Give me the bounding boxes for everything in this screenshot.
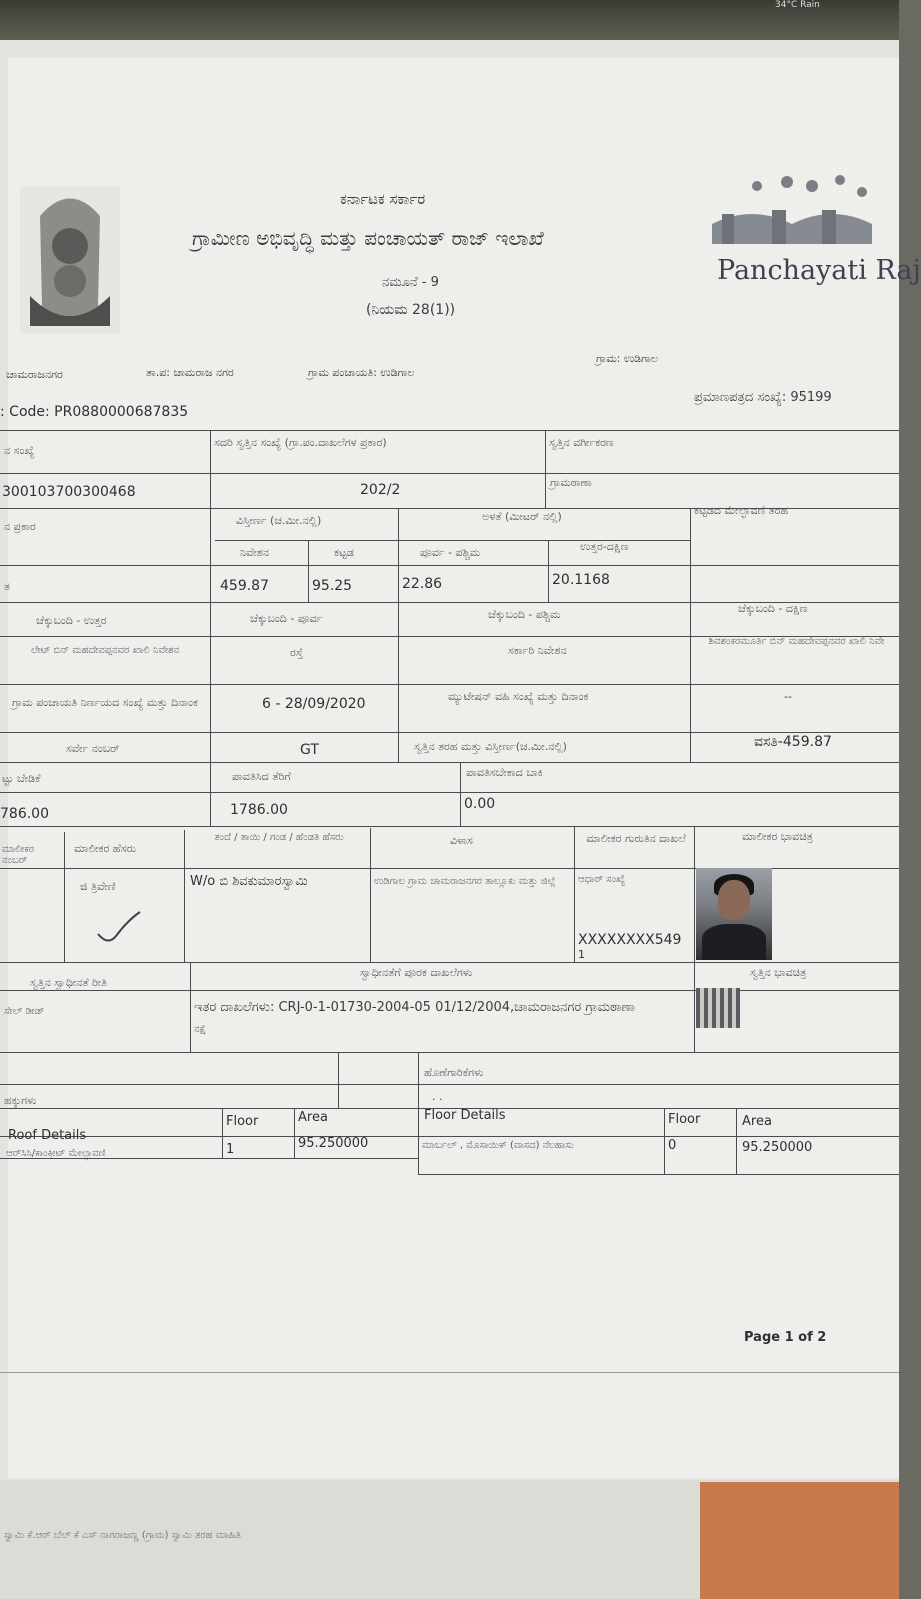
signature-tick-icon [94, 906, 144, 946]
rule [338, 1052, 339, 1108]
rule [574, 826, 575, 962]
demand-label: ಟ್ಟು ಬೇಡಿಕೆ [2, 772, 41, 785]
property-id-label: ನ ಸಂಖ್ಯೆ [4, 444, 35, 457]
north-boundary-value: ಲೇಟ್ ಬಿನ್ ಮಹದೇವಪ್ಪನವರ ಖಾಲಿ ನಿವೇಶನ [30, 645, 180, 656]
ownership-docs-value: ಇತರ ದಾಖಲೆಗಳು: CRJ-0-1-01730-2004-05 01/12/2004,ಚಾಮರಾಜನಗರ ಗ್ರಾಮಠಾಣಾ [194, 1000, 635, 1015]
area-type-value: ವಸತಿ-459.87 [754, 734, 832, 750]
rule [190, 962, 191, 1052]
north-south-label: ಉತ್ತರ-ದಕ್ಷಿಣ [580, 540, 629, 553]
ownership-mode-value: ಸೇಲ್ ಡೀಡ್ [4, 1006, 45, 1017]
rule [0, 732, 899, 733]
usage-label: ಕಟ್ಟಡದ ಮೇಲ್ಛಾವಣಿ ತರಹ [694, 504, 789, 517]
liabilities-value: . . [432, 1090, 443, 1103]
owner-name-label: ಮಾಲೀಕರ ಹೆಸರು [74, 842, 137, 855]
roof-area-value: 95.250000 [298, 1136, 369, 1151]
building-value: 95.25 [312, 578, 353, 594]
paid-label: ಪಾವತಿಸಿದ ತೆರಿಗೆ [232, 770, 291, 783]
dimension-label: ಅಳತೆ (ಮೀಟರ್ ನಲ್ಲಿ) [482, 510, 562, 523]
district: ಚಾಮರಾಜನಗರ [6, 368, 63, 381]
building-label: ಕಟ್ಟಡ [334, 546, 354, 559]
ownership-docs-label: ಸ್ವಾಧೀನತೆಗೆ ಪೂರಕ ದಾಖಲೆಗಳು [360, 966, 473, 979]
orange-object [700, 1482, 899, 1599]
type-value: ತ [4, 580, 10, 593]
owner-id-label: ಮಾಲೀಕರ ಗುರುತಿನ ದಾಖಲೆ [586, 832, 686, 845]
roof-floor-label: Floor [226, 1114, 259, 1129]
south-boundary-value: ಶಿವಶಂಕರಮೂರ್ತಿ ಬಿನ್ ಮಹದೇವಪ್ಪನವರ ಖಾಲಿ ನಿವೇ [708, 636, 885, 647]
rule [418, 1174, 899, 1175]
page-number: Page 1 of 2 [744, 1330, 827, 1345]
property-photo-label: ಸ್ವತ್ತಿನ ಭಾವಚಿತ್ರ [750, 966, 807, 979]
ownership-mode-label: ಸ್ವತ್ತಿನ ಸ್ವಾಧೀನತೆ ರೀತಿ [30, 976, 107, 989]
owner-photo [696, 868, 772, 960]
balance-value: 0.00 [464, 796, 496, 812]
survey-label: ಸದರಿ ಸ್ವತ್ತಿನ ಸಂಖ್ಯೆ (ಗ್ರಾ.ಪಂ.ದಾಖಲೆಗಳ ಪ್ರಕಾರ) [214, 436, 387, 449]
rule [0, 1052, 899, 1053]
footer-text: ಸ್ವಾಮಿ ಕೆ.ಆರ್ ಬೆಲ್ ಕೆ ಎಸ್ ನಾಗರಾಜಣ್ಣ (ಗ್ರಾಮ) ಸ್ವಾಮಿ ತರಹ ಮಾಹಿತಿ [4, 1530, 241, 1541]
balance-label: ಪಾವತಿಸಬೇಕಾದ ಬಾಕಿ [466, 766, 543, 779]
north-south-value: 20.1168 [552, 572, 610, 588]
property-code: : Code: PR0880000687835 [0, 404, 189, 420]
rule [460, 762, 461, 826]
resolution-value: 6 - 28/09/2020 [262, 696, 366, 712]
rule [690, 508, 691, 762]
form-number: ನಮೂನೆ - 9 [382, 275, 439, 290]
west-boundary-value: ಸರ್ಕಾರಿ ನಿವೇಶನ [508, 644, 567, 657]
roof-title: Roof Details [8, 1128, 87, 1143]
address-value: ಉಡಿಗಾಲ ಗ್ರಾಮ ಚಾಮರಾಜನಗರ ತಾಲ್ಲೂಕು ಮತ್ತು ಜಿಲ್ಲೆ [374, 876, 556, 887]
rights-label: ಹಕ್ಕುಗಳು [4, 1094, 37, 1107]
aadhaar-value-2: 1 [578, 948, 585, 961]
south-boundary-label: ಚೆಕ್ಕುಬಂದಿ - ದಕ್ಷಿಣ [738, 602, 808, 615]
east-west-label: ಪೂರ್ವ - ಪಶ್ಚಿಮ [420, 546, 481, 559]
rule [694, 962, 695, 1052]
panchayati-raj-logo-text: Panchayati Raj [717, 255, 921, 286]
floor-title: Floor Details [424, 1108, 506, 1123]
rule [64, 832, 65, 962]
demand-value: 786.00 [0, 806, 49, 822]
village: ಗ್ರಾಮ: ಉಡಿಗಾಲ [596, 352, 659, 365]
panchayati-raj-logo-icon [712, 174, 884, 314]
resolution-label: ಗ್ರಾಮ ಪಂಚಾಯತಿ ನಿರ್ಣಯದ ಸಂಖ್ಯೆ ಮತ್ತು ದಿನಾಂಕ [11, 696, 199, 709]
floor-area-value: 95.250000 [742, 1140, 813, 1155]
relation-value: W/o ಬಿ ಶಿವಕುಮಾರಸ್ವಾಮಿ [190, 874, 308, 889]
rule [548, 540, 549, 602]
corner-text: 34°C Rain [775, 0, 820, 10]
rule [370, 828, 371, 962]
rule [0, 962, 899, 963]
rule [0, 762, 899, 763]
paid-value: 1786.00 [230, 802, 288, 818]
mutation-label: ಮ್ಯುಟೇಷನ್ ವಹಿ ಸಂಖ್ಯೆ ಮತ್ತು ದಿನಾಂಕ [448, 690, 589, 703]
karnataka-emblem-icon [20, 186, 120, 334]
rule [545, 430, 546, 508]
site-value: 459.87 [220, 578, 269, 594]
rule [0, 1084, 899, 1085]
rule [664, 1108, 665, 1174]
class-value: ಗ್ರಾಮಠಾಣಾ [550, 476, 592, 489]
rule [694, 826, 695, 962]
west-boundary-label: ಚೆಕ್ಕುಬಂದಿ - ಪಶ್ಚಿಮ [488, 608, 561, 621]
rule [0, 990, 899, 991]
rule [418, 1052, 419, 1174]
rule [294, 1108, 295, 1158]
id-type: ಆಧಾರ್ ಸಂಖ್ಯೆ [578, 874, 626, 885]
north-boundary-label: ಚೆಕ್ಕುಬಂದಿ - ಉತ್ತರ [36, 614, 107, 627]
rule [0, 684, 899, 685]
roof-area-label: Area [298, 1110, 328, 1125]
dept-title: ಗ್ರಾಮೀಣ ಅಭಿವೃದ್ಧಿ ಮತ್ತು ಪಂಚಾಯತ್ ರಾಜ್ ಇಲಾಖೆ [192, 226, 544, 250]
roof-type-value: ಆರ್‌ಸಿಸಿ/ಕಾಂಕ್ರೀಟ್ ಮೇಲ್ಛಾವಣಿ [6, 1148, 106, 1159]
gov-title: ಕರ್ನಾಟಕ ಸರ್ಕಾರ [340, 190, 426, 208]
address-label: ವಿಳಾಸ [450, 834, 473, 847]
rule [222, 1108, 223, 1158]
roof-floor-value: 1 [226, 1142, 235, 1157]
owner-number-label: ಮಾಲೀಕರ ನಂಬರ್ [2, 844, 35, 866]
east-west-value: 22.86 [402, 576, 443, 592]
liabilities-label: ಹೊಣೆಗಾರಿಕೆಗಳು [424, 1066, 484, 1079]
rule [0, 430, 899, 431]
property-photo [696, 988, 740, 1028]
survey-number-label: ಸರ್ವೇ ನಂಬರ್ [66, 742, 120, 755]
survey-value: 202/2 [360, 482, 401, 498]
type-label: ನ ಪ್ರಕಾರ [4, 520, 36, 533]
rule [0, 826, 899, 827]
rule [210, 430, 211, 826]
owner-photo-label: ಮಾಲೀಕರ ಭಾವಚಿತ್ರ [742, 830, 813, 843]
rule [184, 830, 185, 962]
floor-floor-value: 0 [668, 1138, 677, 1153]
class-label: ಸ್ವತ್ತಿನ ವರ್ಗೀಕರಣ [549, 436, 614, 449]
mutation-value: -- [784, 690, 792, 703]
rule-number: (ನಿಯಮ 28(1)) [366, 302, 456, 318]
rule [736, 1108, 737, 1174]
rule [0, 792, 899, 793]
rule [0, 473, 899, 474]
rule [0, 565, 899, 566]
certificate-number: ಪ್ರಮಾಣಪತ್ರದ ಸಂಖ್ಯೆ: 95199 [694, 390, 832, 405]
gram-panchayat: ಗ್ರಾಮ ಪಂಚಾಯತಿ: ಉಡಿಗಾಲ [308, 366, 415, 379]
area-type-label: ಸ್ವತ್ತಿನ ತರಹ ಮತ್ತು ವಿಸ್ತೀರ್ಣ(ಚ.ಮೀ.ನಲ್ಲಿ) [414, 740, 567, 753]
floor-floor-label: Floor [668, 1112, 701, 1127]
rule [0, 1136, 899, 1137]
rule [308, 540, 309, 602]
property-id-value: 30010370030046​8 [2, 484, 136, 500]
owner-name-value: ಜಿ ತ್ರಿವೇಣಿ [80, 880, 116, 893]
area-label: ವಿಸ್ತೀರ್ಣ (ಚ.ಮೀ.ನಲ್ಲಿ) [236, 514, 322, 527]
survey-number-value: GT [300, 742, 319, 758]
site-label: ನಿವೇಶನ [240, 546, 269, 559]
rule [398, 508, 399, 762]
floor-type-value: ಮಾರ್ಬಲ್ , ಮೊಸಾಯಿಕ್ (ವಾಸದ) ನೆಲಹಾಸು [422, 1140, 574, 1151]
east-boundary-label: ಚೆಕ್ಕುಬಂದಿ - ಪೂರ್ವ [250, 612, 323, 625]
taluk: ತಾ.ಪ: ಚಾಮರಾಜ ನಗರ [146, 366, 234, 379]
east-boundary-value: ರಸ್ತೆ [290, 646, 304, 659]
rule [0, 1372, 899, 1373]
ownership-docs-value-2: ನಕ್ಷೆ [194, 1024, 207, 1035]
floor-area-label: Area [742, 1114, 772, 1129]
relation-label: ತಂದೆ / ತಾಯಿ / ಗಂಡ / ಹೆಂಡತಿ ಹೆಸರು [214, 832, 344, 843]
aadhaar-value: XXXXXXXX549 [578, 932, 682, 948]
